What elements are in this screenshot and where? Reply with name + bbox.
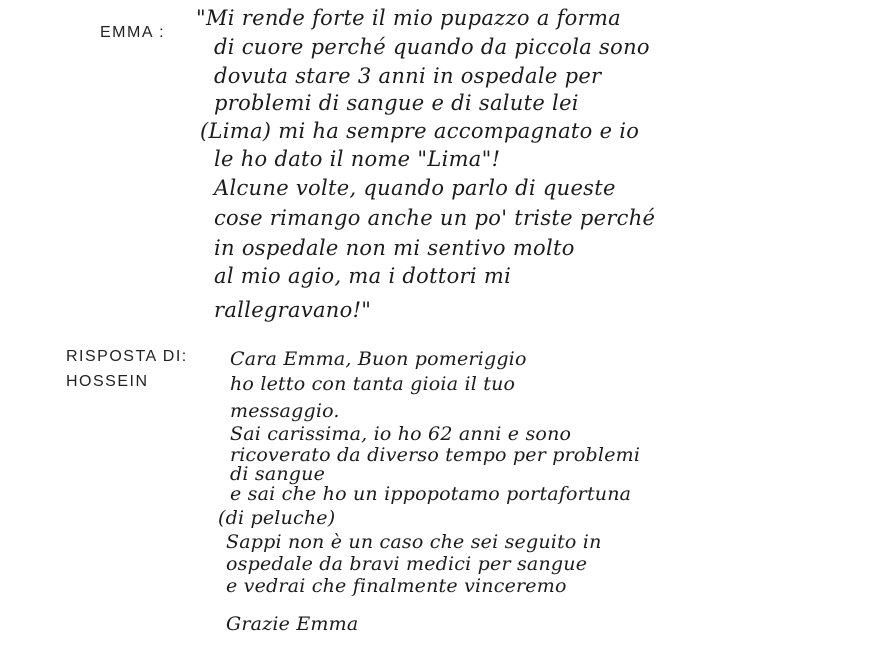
reply-line: ricoverato da diverso tempo per problemi [230, 444, 641, 466]
reply-line: (di peluche) [218, 507, 336, 529]
emma-message-line: "Mi rende forte il mio pupazzo a forma [196, 6, 622, 30]
emma-message-line: al mio agio, ma i dottori mi [214, 264, 512, 288]
emma-message-line: Alcune volte, quando parlo di queste [214, 176, 616, 200]
emma-message-line: (Lima) mi ha sempre accompagnato e io [200, 119, 640, 143]
reply-label-line1: RISPOSTA DI: [66, 348, 188, 365]
reply-line: Sai carissima, io ho 62 anni e sono [230, 423, 572, 445]
emma-message-line: di cuore perché quando da piccola sono [214, 35, 650, 59]
emma-message-line: dovuta stare 3 anni in ospedale per [214, 64, 602, 88]
reply-line: Sappi non è un caso che sei seguito in [226, 531, 602, 553]
reply-line: di sangue [230, 463, 326, 485]
reply-line: ho letto con tanta gioia il tuo [230, 373, 516, 395]
emma-message-line: le ho dato il nome "Lima"! [214, 147, 501, 171]
reply-line: ospedale da bravi medici per sangue [226, 553, 588, 575]
speaker-label-emma: EMMA : [100, 24, 166, 41]
emma-message-line: problemi di sangue e di salute lei [214, 91, 579, 115]
emma-message-line: cose rimango anche un po' triste perché [214, 206, 656, 230]
reply-closing: Grazie Emma [226, 613, 359, 635]
reply-line: messaggio. [230, 400, 340, 422]
reply-label-line2: HOSSEIN [66, 373, 149, 390]
emma-message-line: rallegravano!" [214, 298, 372, 322]
emma-message-line: in ospedale non mi sentivo molto [214, 236, 575, 260]
reply-line: Cara Emma, Buon pomeriggio [230, 348, 527, 370]
reply-line: e vedrai che finalmente vinceremo [226, 575, 567, 597]
reply-line: e sai che ho un ippopotamo portafortuna [230, 483, 632, 505]
